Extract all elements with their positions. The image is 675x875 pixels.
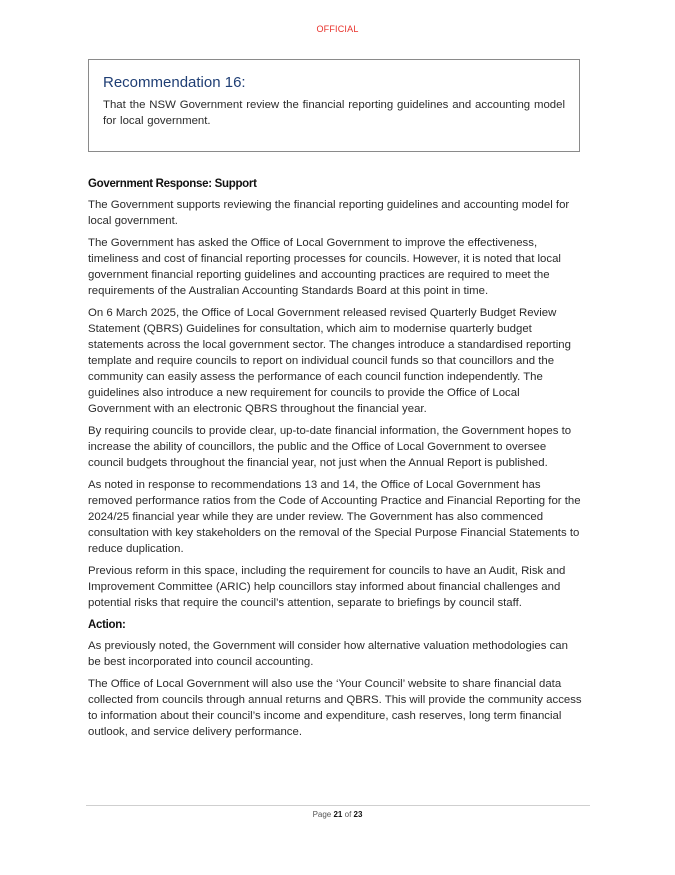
response-paragraph: Previous reform in this space, including the requirement for councils to have an Audit, Risk and Improvement Committee (ARIC) help councillors stay informed about financial challenges and potential risks that require the council’s attention, separate to briefings by council staff. (88, 565, 566, 609)
classification-label: OFFICIAL (316, 24, 359, 34)
response-heading: Government Response: Support (88, 178, 257, 190)
page-prefix: Page (312, 810, 332, 819)
response-paragraph: On 6 March 2025, the Office of Local Government released revised Quarterly Budget Review Statement (QBRS) Guidelines for consultation, which aim to modernise quarterly budget statements across the local government sector. The changes introduce a standardised reporting template and require councils to report on individual council funds so that councillors and the community can easily assess the performance of each council function independently. The guidelines also introduce a new requirement for councils to provide the Office of Local Government with an electronic QBRS throughout the financial year. (88, 307, 571, 415)
page-of: of (344, 810, 352, 819)
response-paragraph: As noted in response to recommendations 13 and 14, the Office of Local Government has removed performance ratios from the Code of Accounting Practice and Financial Reporting for the 2024/25 financial year while they are under review. The Government has also commenced consultation with key stakeholders on the removal of the Special Purpose Financial Statements to reduce duplication. (88, 479, 581, 555)
response-paragraph: The Government supports reviewing the financial reporting guidelines and accounting model for local government. (88, 199, 570, 227)
recommendation-text: That the NSW Government review the financial reporting guidelines and accounting model for local government. (103, 99, 565, 127)
footer-divider (86, 805, 590, 806)
response-paragraph: By requiring councils to provide clear, up-to-date financial information, the Government hopes to increase the ability of councillors, the public and the Office of Local Government to oversee council budgets throughout the financial year, not just when the Annual Report is published. (88, 425, 572, 469)
page-number (0, 810, 675, 819)
document-body (88, 176, 582, 746)
action-paragraph: The Office of Local Government will also use the ‘Your Council’ website to share financial data collected from councils through annual returns and QBRS. This will provide the community access to information about their council’s income and expenditure, cash reserves, long term financial outlook, and service delivery performance. (88, 678, 582, 738)
recommendation-title: Recommendation 16: (103, 74, 246, 91)
recommendation-box (88, 59, 580, 152)
action-heading: Action: (88, 619, 126, 631)
page-current: 21 (333, 810, 343, 819)
page-total: 23 (353, 810, 363, 819)
response-paragraph: The Government has asked the Office of Local Government to improve the effectiveness, timeliness and cost of financial reporting processes for councils. However, it is noted that local government financial reporting guidelines and accounting practices are required to meet the requirements of the Australian Accounting Standards Board at this point in time. (88, 237, 561, 297)
action-paragraph: As previously noted, the Government will consider how alternative valuation methodologies can be best incorporated into council accounting. (88, 640, 568, 668)
